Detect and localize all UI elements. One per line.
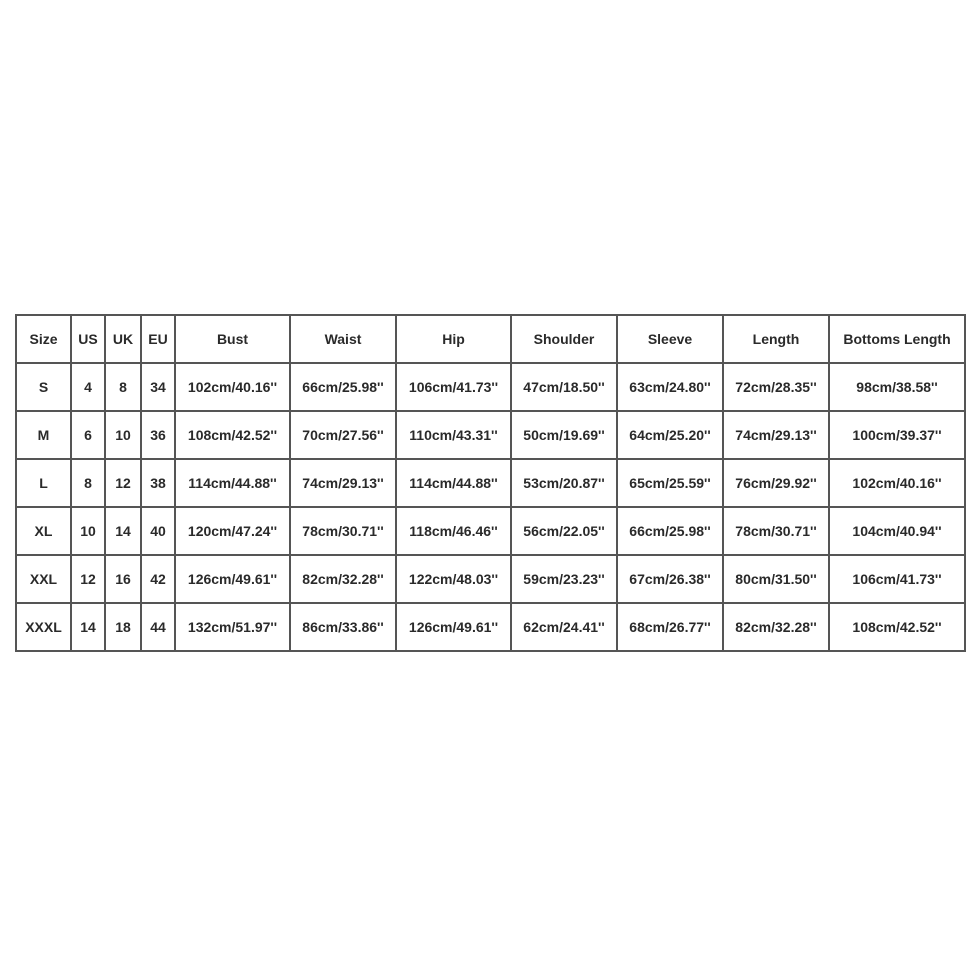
table-cell: 78cm/30.71'' xyxy=(723,507,829,555)
table-cell: 4 xyxy=(71,363,105,411)
table-cell: 14 xyxy=(71,603,105,651)
header-row xyxy=(16,315,965,363)
table-cell: 100cm/39.37'' xyxy=(829,411,965,459)
table-cell: 78cm/30.71'' xyxy=(290,507,396,555)
table-cell: 102cm/40.16'' xyxy=(175,363,290,411)
table-cell: 16 xyxy=(105,555,141,603)
table-cell: 110cm/43.31'' xyxy=(396,411,511,459)
table-row xyxy=(16,555,965,603)
header-cell-eu: EU xyxy=(141,315,175,363)
table-cell: 64cm/25.20'' xyxy=(617,411,723,459)
table-cell: 132cm/51.97'' xyxy=(175,603,290,651)
table-cell: 10 xyxy=(71,507,105,555)
table-cell: 66cm/25.98'' xyxy=(290,363,396,411)
table-cell: 44 xyxy=(141,603,175,651)
header-cell-bottoms-length: Bottoms Length xyxy=(829,315,965,363)
size-chart-table xyxy=(15,314,966,652)
table-cell: 36 xyxy=(141,411,175,459)
table-cell: 82cm/32.28'' xyxy=(723,603,829,651)
table-cell: 59cm/23.23'' xyxy=(511,555,617,603)
header-cell-uk: UK xyxy=(105,315,141,363)
header-cell-waist: Waist xyxy=(290,315,396,363)
table-cell: XXL xyxy=(16,555,71,603)
table-cell: 34 xyxy=(141,363,175,411)
table-cell: 86cm/33.86'' xyxy=(290,603,396,651)
header-cell-sleeve: Sleeve xyxy=(617,315,723,363)
table-row xyxy=(16,459,965,507)
table-cell: 12 xyxy=(105,459,141,507)
table-cell: 38 xyxy=(141,459,175,507)
header-cell-shoulder: Shoulder xyxy=(511,315,617,363)
table-cell: 98cm/38.58'' xyxy=(829,363,965,411)
table-cell: 120cm/47.24'' xyxy=(175,507,290,555)
header-cell-us: US xyxy=(71,315,105,363)
table-cell: 40 xyxy=(141,507,175,555)
table-cell: 108cm/42.52'' xyxy=(175,411,290,459)
table-cell: 8 xyxy=(105,363,141,411)
table-cell: 14 xyxy=(105,507,141,555)
table-cell: 76cm/29.92'' xyxy=(723,459,829,507)
table-cell: 68cm/26.77'' xyxy=(617,603,723,651)
table-cell: 102cm/40.16'' xyxy=(829,459,965,507)
table-cell: 65cm/25.59'' xyxy=(617,459,723,507)
table-cell: 42 xyxy=(141,555,175,603)
table-cell: 74cm/29.13'' xyxy=(723,411,829,459)
table-cell: 114cm/44.88'' xyxy=(396,459,511,507)
table-cell: 67cm/26.38'' xyxy=(617,555,723,603)
table-cell: 47cm/18.50'' xyxy=(511,363,617,411)
table-cell: M xyxy=(16,411,71,459)
header-cell-length: Length xyxy=(723,315,829,363)
table-cell: 10 xyxy=(105,411,141,459)
table-cell: 63cm/24.80'' xyxy=(617,363,723,411)
header-cell-bust: Bust xyxy=(175,315,290,363)
table-cell: 122cm/48.03'' xyxy=(396,555,511,603)
table-cell: 70cm/27.56'' xyxy=(290,411,396,459)
table-cell: 126cm/49.61'' xyxy=(396,603,511,651)
table-cell: 18 xyxy=(105,603,141,651)
table-cell: 53cm/20.87'' xyxy=(511,459,617,507)
table-cell: S xyxy=(16,363,71,411)
table-cell: 106cm/41.73'' xyxy=(829,555,965,603)
table-row xyxy=(16,507,965,555)
table-cell: 114cm/44.88'' xyxy=(175,459,290,507)
table-cell: 106cm/41.73'' xyxy=(396,363,511,411)
table-cell: 72cm/28.35'' xyxy=(723,363,829,411)
table-cell: 108cm/42.52'' xyxy=(829,603,965,651)
table-row xyxy=(16,363,965,411)
table-cell: 56cm/22.05'' xyxy=(511,507,617,555)
table-cell: XL xyxy=(16,507,71,555)
table-cell: 66cm/25.98'' xyxy=(617,507,723,555)
table-cell: 6 xyxy=(71,411,105,459)
table-cell: 8 xyxy=(71,459,105,507)
table-cell: 80cm/31.50'' xyxy=(723,555,829,603)
table-cell: 104cm/40.94'' xyxy=(829,507,965,555)
table-cell: L xyxy=(16,459,71,507)
table-cell: 74cm/29.13'' xyxy=(290,459,396,507)
table-cell: 12 xyxy=(71,555,105,603)
table-cell: 82cm/32.28'' xyxy=(290,555,396,603)
table-cell: XXXL xyxy=(16,603,71,651)
table-cell: 50cm/19.69'' xyxy=(511,411,617,459)
table-row xyxy=(16,411,965,459)
table-cell: 126cm/49.61'' xyxy=(175,555,290,603)
table-row xyxy=(16,603,965,651)
header-cell-size: Size xyxy=(16,315,71,363)
table-cell: 118cm/46.46'' xyxy=(396,507,511,555)
table-cell: 62cm/24.41'' xyxy=(511,603,617,651)
header-cell-hip: Hip xyxy=(396,315,511,363)
